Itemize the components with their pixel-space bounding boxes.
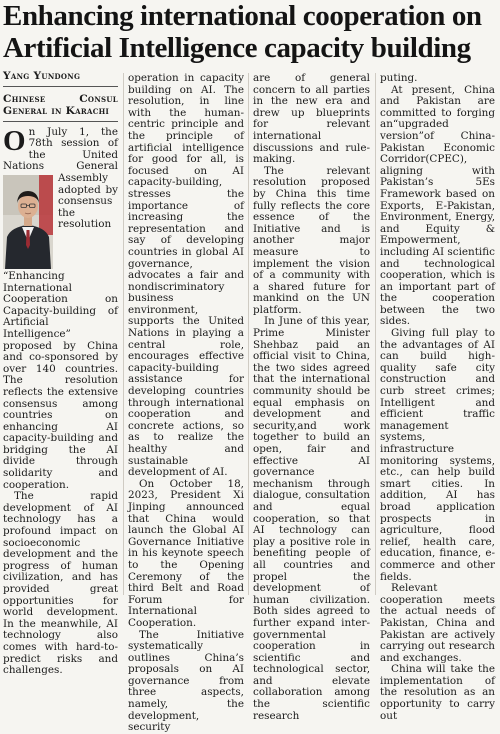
headline [3,0,497,64]
paragraph: operation in capacity building on AI. The resolution, in line with the human-centric principle and the principle of artificial intelligence for good for all, is focused on AI capacity-building, stresses the importance of increasing the representation and say of developing countries in global AI governance, advocates a fair and nondiscriminatory business environment, supports the United Nations in playing a central role, encourages effective capacity-building assistance for developing countries through international cooperation and concrete actions, so as to realize the healthy and sustainable development of AI. [128,72,244,479]
author-name: Yang Yundong [3,71,118,87]
paragraph: China will take the implementation of the resolution as an opportunity to carry out [380,663,495,722]
paragraph: The relevant resolution proposed by China this time fully reflects the core essence of the Initiative and is another major measure to implement the vision of a community with a shared future for mankind on the UN platform. [253,164,370,316]
headline-line-1: Enhancing international cooperation on [3,0,482,32]
author-role: Chinese Consul General in Karachi [3,93,118,122]
author-portrait-photo [3,175,53,269]
column-divider [123,73,124,595]
paragraph: The rapid development of AI technology has a profound impact on socioeconomic development and the progress of human civilization, and has provided great opportunities for world development. In the meanwhile, AI technology also comes with hard-to-predict risks and challenges. [3,490,118,677]
column-divider [248,73,249,595]
column-divider [375,73,376,595]
paragraph: puting. [380,72,418,84]
drop-cap: O [3,124,26,157]
paragraph: At present, China and Pakistan are committed to forging an“upgraded version”of China-Pakistan Economic Corridor(CPEC), aligning with Pakistan’s 5Es Framework based on Exports, E-Pakistan, Environment, Energy, and Equity & Empowerment, including AI scientific and technological cooperation, which is an important part of the cooperation between the two sides. [380,83,495,328]
lead-paragraph [3,124,118,492]
column-3 [253,72,370,722]
column-4 [380,72,495,722]
paragraph: The Initiative systematically outlines China’s proposals on AI governance from three aspects, namely, the development, security [128,628,244,734]
paragraph: In June of this year, Prime Minister Shehbaz paid an official visit to China, the two sides agreed that the international community should be equal emphasis on development and security,and work together to build an open, fair and effective AI governance mechanism through dialogue, consultation and equal cooperation, so that AI technology can play a positive role in benefiting people of all countries and propel the development of human civilization. Both sides agreed to further expand inter-governmental cooperation in scientific and technological sector, and elevate collaboration among the scientific research [253,315,370,722]
paragraph: On October 18, 2023, President Xi Jinping announced that China would launch the Global AI Governance Initiative in his keynote speech to the Opening Ceremony of the third Belt and Road Forum for International Cooperation. [128,477,244,629]
paragraph: Relevant cooperation meets the actual needs of Pakistan, China and Pakistan are actively carrying out research and exchanges. [380,582,495,664]
column-1 [3,70,118,677]
paragraph: are of general concern to all parties in the new era and drew up blueprints for relevant international discussions and rule-making. [253,72,370,166]
paragraph: Giving full play to the advantages of AI can build high-quality safe city construction and curb street crimes; Intelligent and efficient traffic management systems, infrastructure monitoring systems, etc., can help build smart cities. In addition, AI has broad application prospects in agriculture, flood relief, health care, education, finance, e-commerce and other fields. [380,327,495,583]
column-2 [128,72,244,734]
lead-text: n July 1, the 78th session of the United Nations General As sembly adopted by consensus the resolution “Enhancing International Cooperation on Capacity-building of Artificial Intelligence” proposed by China and co-sponsored by over 140 countries. The resolution reflects the extensive consensus among countries on enhancing AI capacity-building and bridging the AI divide through solidarity and cooperation. [3,125,118,491]
headline-line-2: Artificial Intelligence capacity building [3,32,471,64]
